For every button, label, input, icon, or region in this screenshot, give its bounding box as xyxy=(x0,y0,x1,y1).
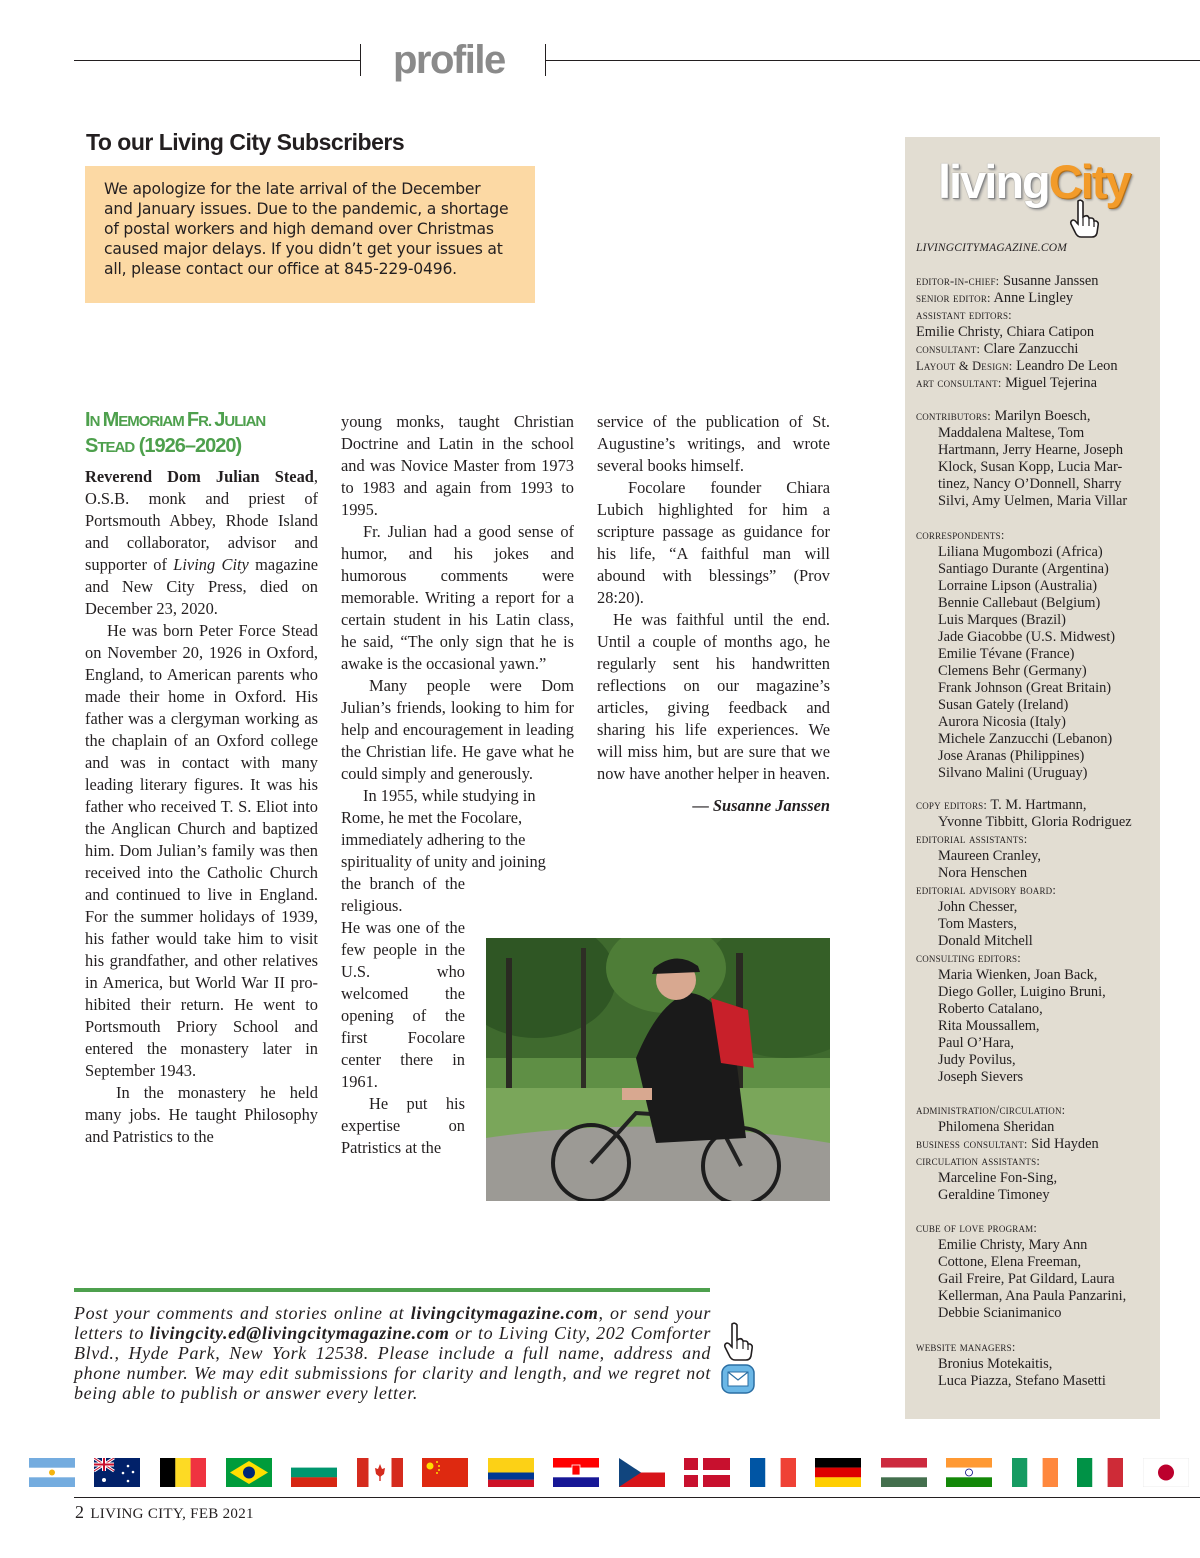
article-paragraph: Focolare founder Chiara Lubich highlighted for him a scripture passage as guidance for his life, “A faithful man will abound with blessings” (Prov 28:20). xyxy=(597,478,830,607)
article-paragraph: the branch of the religious. xyxy=(341,874,465,915)
masthead-website: LIVINGCITYMAGAZINE.COM xyxy=(916,242,1068,254)
header-rule-right xyxy=(545,60,1200,61)
colombia-flag-icon xyxy=(488,1458,534,1487)
article-paragraph: In 1955, while studying in Rome, he met the Focolare, immediately adhering to the spirituality of unity and joining xyxy=(341,786,546,871)
notice-line: caused major delays. If you didn’t get your issues at xyxy=(104,240,503,258)
notice-title: To our Living City Subscribers xyxy=(86,129,405,155)
staff-block-correspondents: correspondents: Liliana Mugombozi (Africa) Santiago Durante (Argentina) Lorraine Lipson (Australia) Bennie Callebaut (Belgium) Luis Marques (Brazil) Jade Giacobbe (U.S. Midwest) Emilie Tévane (France) Clemens Behr (Germany) Frank Johnson (Great Britain) Susan Gately (Ireland) Aurora Nicosia (Italy) Michele Zanzucchi (Lebanon) Jose Aranas (Philippines) Silvano Malini (Uruguay) xyxy=(916,528,1116,781)
hungary-flag-icon xyxy=(881,1458,927,1487)
notice-line: of postal workers and high demand over Christmas xyxy=(104,220,494,238)
argentina-flag-icon xyxy=(29,1458,75,1487)
photo-illustration xyxy=(486,938,830,1201)
canada-flag-icon xyxy=(357,1458,403,1487)
japan-flag-icon xyxy=(1143,1458,1189,1487)
footer-rule xyxy=(74,1497,1200,1498)
header-tick-left xyxy=(360,44,361,76)
hand-pointer-icon xyxy=(722,1322,754,1362)
article-paragraph: Many people were Dom Julian’s friends, looking to him for help and encouragement in leading the Christian life. He gave what he could simply and generously. xyxy=(341,676,574,783)
article-signature: — Susanne Janssen xyxy=(692,796,830,815)
photo-monk-on-bicycle xyxy=(486,938,830,1201)
article-paragraph: He was faithful until the end. Until a couple of months ago, he regularly sent his handwritten reflections on our magazine’s articles, giving feedback and sharing his life experiences. We will miss him, but are sure that we now have another helper in heaven. xyxy=(597,610,831,783)
germany-flag-icon xyxy=(815,1458,861,1487)
folio-text: LIVING CITY, FEB 2021 xyxy=(90,1506,254,1522)
china-flag-icon xyxy=(422,1458,468,1487)
notice-line: all, please contact our office at 845-229-0496. xyxy=(104,260,457,278)
article-paragraph: He was born Peter Force Stead on November 20, 1926 in Oxford, England, to American parents who made their home in Oxford. His father was a clergyman working as the chaplain of an Oxford college and was in contact with many leading literary figures. It was his father who received T. S. Eliot into the Anglican Church and baptized him. Dom Julian’s family was then received into the Catholic Church and continued to live in England. For the summer holidays of 1939, his father would take him to visit his grandfather, and other relatives in America, but World War II prohibited their return. He went to Portsmouth Priory School and entered the monastery later in September 1943. xyxy=(85,621,318,1080)
page-number: 2 xyxy=(75,1502,85,1522)
brazil-flag-icon xyxy=(226,1458,272,1487)
page-folio xyxy=(75,1502,254,1524)
masthead-panel xyxy=(905,137,1160,1419)
australia-flag-icon xyxy=(94,1458,140,1487)
article-paragraph: In the monastery he held many jobs. He taught Philosophy and Patristics to the xyxy=(85,1083,318,1146)
czech-flag-icon xyxy=(619,1458,665,1487)
italy-flag-icon xyxy=(1077,1458,1123,1487)
bulgaria-flag-icon xyxy=(291,1458,337,1487)
france-flag-icon xyxy=(750,1458,796,1487)
note-divider xyxy=(74,1288,710,1292)
hand-pointer-icon xyxy=(1068,199,1100,239)
denmark-flag-icon xyxy=(684,1458,730,1487)
email-link[interactable]: livingcity.ed@livingcitymagazine.com xyxy=(149,1323,450,1343)
article-paragraph: Reverend Dom Julian Stead, O.S.B. monk and priest of Portsmouth Abbey, Rhode Island and collaborator, advisor and supporter of Living City magazine and New City Press, died on December 23, 2020. xyxy=(85,467,318,618)
staff-block-website: website managers: Bronius Motekaitis, Luca Piazza, Stefano Masetti xyxy=(916,1340,1106,1389)
notice-line: We apologize for the late arrival of the December xyxy=(104,180,481,198)
living-city-logo: livingCity xyxy=(938,155,1130,208)
envelope-icon[interactable] xyxy=(721,1364,755,1394)
staff-block-copy-editors: copy editors: T. M. Hartmann, Yvonne Tibbitt, Gloria Rodriguez editorial assistants: Maureen Cranley, Nora Henschen editorial advisory board: John Chesser, Tom Masters, Donald Mitchell consulting editors: Maria Wienken, Joan Back, Diego Goller, Luigino Bruni, Roberto Catalano, Rita Moussallem, Paul O’Hara, Judy Povilus, Joseph Sievers xyxy=(916,797,1132,1085)
section-title: profile xyxy=(393,38,505,82)
article-paragraph: He put his expertise on Patristics at the xyxy=(341,1094,465,1157)
article-paragraph: young monks, taught Christian Doctrine and Latin in the school and was Novice Master from 1973 to 1983 and again from 1993 to 1995. xyxy=(341,412,574,519)
staff-block-editors: editor-in-chief: Susanne Janssen senior editor: Anne Lingley assistant editors: Emilie Christy, Chiara Catipon consultant: Clare Zanzucchi Layout & Design: Leandro De Leon art consultant: Miguel Tejerina xyxy=(916,273,1118,391)
notice-line: and January issues. Due to the pandemic, a shortage xyxy=(104,200,509,218)
letters-note: Post your comments and stories online at livingcitymagazine.com, or send your letters to livingcity.ed@livingcitymagazine.com or to Living City, 202 Comforter Blvd., Hyde Park, New York 12538. Please include a full name, address and phone number. We may edit submissions for clarity and length, and we regret not being able to publish or answer every letter. xyxy=(74,1303,712,1403)
india-flag-icon xyxy=(946,1458,992,1487)
article-heading: IN MEMORIAM FR. JULIAN STEAD (1926–2020) xyxy=(85,409,266,457)
website-link[interactable]: livingcitymagazine.com xyxy=(410,1303,599,1323)
article-paragraph: He was one of the few people in the U.S. who welcomed the opening of the first Focolare center there in 1961. xyxy=(341,918,465,1091)
article-paragraph: service of the publication of St. Augustine’s writings, and wrote several books himself. xyxy=(597,412,830,475)
notice-box xyxy=(85,166,535,303)
article-paragraph: Fr. Julian had a good sense of humor, and his jokes and humorous comments were memorable. Writing a report for a certain student in his Latin class, he said, “The only sign that he is awake is the occasional yawn.” xyxy=(341,522,574,673)
croatia-flag-icon xyxy=(553,1458,599,1487)
belgium-flag-icon xyxy=(160,1458,206,1487)
staff-block-administration: administration/circulation: Philomena Sheridan business consultant: Sid Hayden circulation assistants: Marceline Fon-Sing, Geraldine Timoney xyxy=(916,1103,1099,1203)
staff-block-cube-of-love: cube of love program: Emilie Christy, Mary Ann Cottone, Elena Freeman, Gail Freire, Pat Gildard, Laura Kellerman, Ana Paula Panzarini, Debbie Scianimanico xyxy=(916,1221,1127,1321)
article-column-1 xyxy=(85,466,318,1148)
article-column-3 xyxy=(597,411,830,817)
header-rule-left xyxy=(74,60,360,61)
staff-block-contributors: contributors: Marilyn Boesch, Maddalena Maltese, Tom Hartmann, Jerry Hearne, Joseph Klock, Susan Kopp, Lucia Mar- tinez, Nancy O’Donnell, Sharry Silvi, Amy Uelmen, Maria Villar xyxy=(916,408,1128,509)
ireland-flag-icon xyxy=(1012,1458,1058,1487)
